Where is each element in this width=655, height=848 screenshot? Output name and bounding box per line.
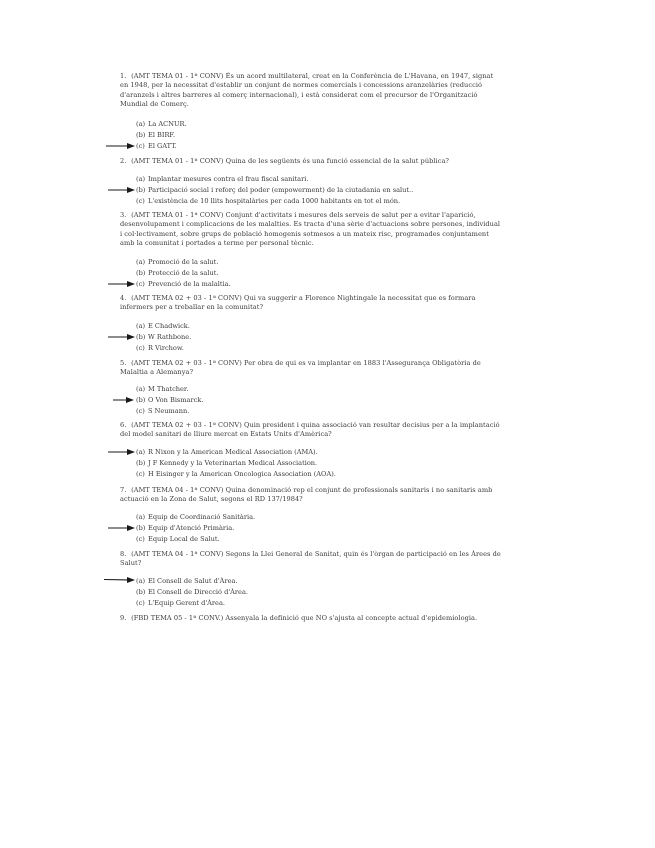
question-number: 6. bbox=[120, 421, 127, 429]
hand-drawn-arrow-icon bbox=[113, 396, 135, 404]
option-6c: (c) H Eisinger y la American Oncologica Association (AOA). bbox=[136, 470, 336, 478]
question-2 bbox=[120, 157, 502, 166]
question-9 bbox=[120, 614, 502, 623]
option-7b: (b) Equip d'Atenció Primària. bbox=[136, 524, 235, 532]
question-stem: (AMT TEMA 01 - 1ª CONV) Quina de les següents és una funció essencial de la salut pública? bbox=[131, 157, 450, 165]
option-3c: (c) Prevenció de la malaltia. bbox=[136, 280, 231, 288]
option-5b: (b) O Von Bismarck. bbox=[136, 396, 204, 404]
question-7 bbox=[120, 486, 502, 505]
question-5 bbox=[120, 359, 502, 378]
option-1b: (b) El BIRF. bbox=[136, 131, 176, 139]
question-6 bbox=[120, 421, 502, 440]
option-5a: (a) M Thatcher. bbox=[136, 385, 189, 393]
question-stem: (AMT TEMA 04 - 1ª CONV) Segons la Llei General de Sanitat, quin és l'òrgan de participació en les Àrees de Salut? bbox=[120, 550, 501, 568]
question-number: 5. bbox=[120, 359, 127, 367]
option-2a: (a) Implantar mesures contra el frau fiscal sanitari. bbox=[136, 175, 309, 183]
option-6b: (b) J F Kennedy y la Veterinarian Medical Association. bbox=[136, 459, 318, 467]
question-3 bbox=[120, 211, 502, 249]
option-4a: (a) E Chadwick. bbox=[136, 322, 190, 330]
hand-drawn-arrow-icon bbox=[106, 142, 136, 150]
question-number: 4. bbox=[120, 294, 127, 302]
option-7c: (c) Equip Local de Salut. bbox=[136, 535, 220, 543]
question-stem: (AMT TEMA 01 - 1ª CONV) Conjunt d'activitats i mesures dels serveis de salut per a evitar l'aparició, desenvolupament i complicacions de les malalties. Es tracta d'una sèrie d'actuacions sobre persones, individual i col·lectivament, sobre grups de població homogenis sotmesos a un mateix risc, programades conjuntament amb la comunitat i portades a terme per personal tècnic. bbox=[120, 211, 501, 248]
option-4b: (b) W Rathbone. bbox=[136, 333, 192, 341]
question-number: 2. bbox=[120, 157, 127, 165]
option-2c: (c) L'existència de 10 llits hospitalàries per cada 1000 habitants en tot el món. bbox=[136, 197, 401, 205]
option-8c: (c) L'Equip Gerent d'Àrea. bbox=[136, 599, 225, 607]
hand-drawn-arrow-icon bbox=[108, 280, 136, 288]
option-7a: (a) Equip de Coordinació Sanitària. bbox=[136, 513, 256, 521]
option-4c: (c) R Virchow. bbox=[136, 344, 184, 352]
question-stem: (AMT TEMA 02 + 03 - 1ª CONV) Qui va suggerir a Florence Nightingale la necessitat que es formara infermers per a treballar en la comunitat? bbox=[120, 294, 476, 312]
option-5c: (c) S Neumann. bbox=[136, 407, 190, 415]
question-number: 8. bbox=[120, 550, 127, 558]
question-number: 7. bbox=[120, 486, 127, 494]
question-stem: (AMT TEMA 01 - 1ª CONV) És un acord multilateral, creat en la Conferència de L'Havana, en 1947, signat en 1948, per la necessitat d'establir un conjunt de normes comercials i concessions aranzelàries (reducció d'aranzels i altres barreres al comerç internacional), i està considerat com el precursor de l'Organització Mundial de Comerç. bbox=[120, 72, 494, 109]
hand-drawn-arrow-icon bbox=[108, 448, 136, 456]
option-3a: (a) Promoció de la salut. bbox=[136, 258, 219, 266]
hand-drawn-arrow-icon bbox=[108, 186, 136, 194]
hand-drawn-arrow-icon bbox=[108, 333, 136, 341]
question-8 bbox=[120, 550, 502, 569]
question-stem: (AMT TEMA 04 - 1ª CONV) Quina denominació rep el conjunt de professionals sanitaris i no sanitaris amb actuació en la Zona de Salut, segons el RD 137/1984? bbox=[120, 486, 493, 504]
question-stem: (FBD TEMA 05 - 1ª CONV.) Assenyala la definició que NO s'ajusta al concepte actual d'epidemiologia. bbox=[131, 614, 478, 622]
question-number: 3. bbox=[120, 211, 127, 219]
hand-drawn-arrow-icon bbox=[104, 576, 136, 584]
option-6a: (a) R Nixon y la American Medical Association (AMA). bbox=[136, 448, 318, 456]
question-stem: (AMT TEMA 02 + 03 - 1ª CONV) Quin president i quina associació van resultar decisius per a la implantació del model sanitari de lliure mercat en Estats Units d'Amèrica? bbox=[120, 421, 500, 439]
option-2b: (b) Participació social i reforç del poder (empowerment) de la ciutadania en salut.. bbox=[136, 186, 414, 194]
question-number: 9. bbox=[120, 614, 127, 622]
question-1 bbox=[120, 72, 502, 110]
option-8b: (b) El Consell de Direcció d'Àrea. bbox=[136, 588, 248, 596]
question-number: 1. bbox=[120, 72, 127, 80]
option-1c: (c) El GATT. bbox=[136, 142, 177, 150]
question-4 bbox=[120, 294, 502, 313]
question-stem: (AMT TEMA 02 + 03 - 1ª CONV) Per obra de qui es va implantar en 1883 l'Assegurança Obligatòria de Malaltia a Alemanya? bbox=[120, 359, 481, 377]
option-3b: (b) Protecció de la salut. bbox=[136, 269, 219, 277]
option-8a: (a) El Consell de Salut d'Àrea. bbox=[136, 577, 238, 585]
option-1a: (a) La ACNUR. bbox=[136, 120, 187, 128]
hand-drawn-arrow-icon bbox=[108, 524, 136, 532]
